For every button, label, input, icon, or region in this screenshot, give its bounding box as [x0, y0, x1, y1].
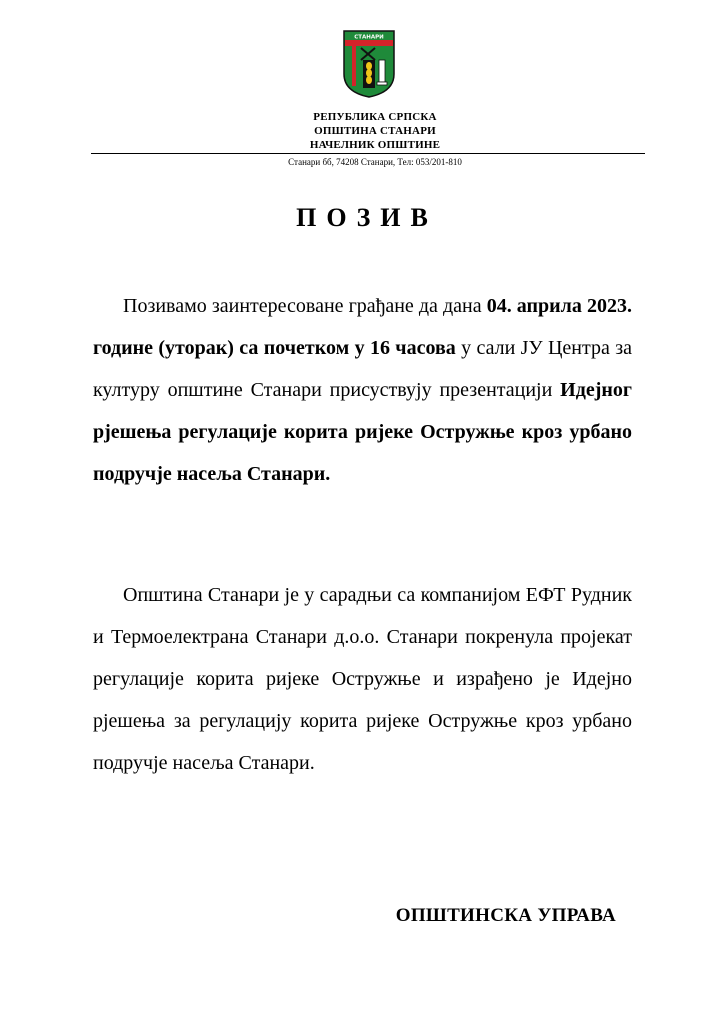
header-municipality: ОПШТИНА СТАНАРИ — [314, 125, 436, 137]
header-republic: РЕПУБЛИКА СРПСКА — [313, 111, 437, 123]
invitation-paragraph — [93, 285, 632, 495]
paragraph1-subject-bold: Идејног рјешења регулације корита ријеке Остружње кроз урбано подручје насеља Станари. — [93, 379, 632, 485]
paragraph1-text-2: у сали ЈУ Центра за културу општине Станари присуствују презентацији — [93, 337, 632, 401]
paragraph1-text-1: Позивамо заинтересоване грађане да дана — [123, 295, 487, 317]
municipality-crest-logo — [343, 30, 395, 98]
signature-block: ОПШТИНСКА УПРАВА — [395, 905, 616, 926]
paragraph1-date-bold: 04. априла 2023. године (уторак) са почетком у 16 часова — [93, 295, 632, 359]
header-mayor: НАЧЕЛНИК ОПШТИНЕ — [309, 139, 441, 151]
document-header — [0, 110, 724, 152]
svg-text:СТАНАРИ: СТАНАРИ — [354, 34, 384, 41]
header-address: Станари бб, 74208 Станари, Тел: 053/201-810 — [288, 157, 462, 167]
project-paragraph: Општина Станари је у сарадњи са компанијом ЕФТ Рудник и Термоелектрана Станари д.о.о. Станари покренула пројекат регулације корита ријеке Остружње и израђено је Идејно рјешења за регулацију корита ријеке Остружње кроз урбано подручје насеља Станари. — [93, 584, 632, 774]
page-title: ПОЗИВ — [296, 203, 438, 232]
header-divider — [91, 153, 645, 154]
